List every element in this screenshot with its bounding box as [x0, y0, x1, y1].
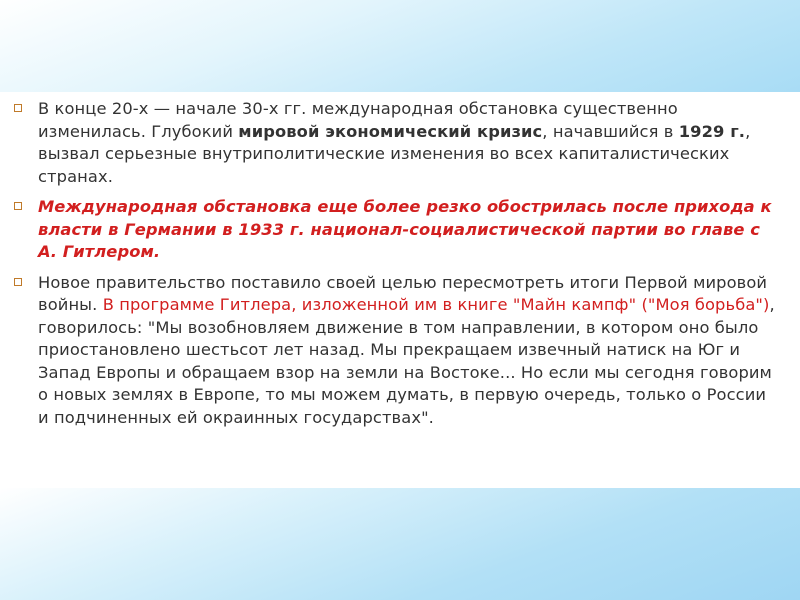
- bullet-3-text-a: Новое правительство поставило своей целью пересмотреть итоги Первой мировой войны.: [38, 272, 768, 314]
- bullet-item-1: [10, 98, 776, 188]
- bullet-item-3: [10, 272, 776, 430]
- bullet-1-text-c: , вызвал серьезные внутриполитические изменения во всех капиталистических странах.: [38, 121, 751, 186]
- text-panel: [0, 92, 800, 488]
- bullet-item-2: [10, 196, 776, 264]
- bullet-3-quote: , говорилось: "Мы возобновляем движение в том направлении, в котором оно было приостановлено шестьсот лет назад. Мы прекращаем извечный натиск на Юг и Запад Европы и обращаем взор на земли на Востоке... Но если мы сегодня говорим о новых землях в Европе, то мы можем думать, в первую очередь, только о России и подчиненных ей окраинных государствах".: [38, 295, 775, 427]
- bullet-2-highlight-text: Международная обстановка еще более резко обострилась после прихода к власти в Германии в 1933 г. национал-социалистической партии во главе с А. Гитлером.: [38, 197, 772, 261]
- square-bullet-icon: [14, 278, 22, 286]
- slide-background-top: [0, 0, 800, 92]
- bullet-3-program-reference: В программе Гитлера, изложенной им в книге "Майн кампф" ("Моя борьба"): [102, 295, 770, 314]
- square-bullet-icon: [14, 202, 22, 210]
- bullet-1-crisis-term: мировой экономический кризис: [238, 121, 543, 141]
- bullet-1-text-b: , начавшийся в: [542, 121, 679, 141]
- slide-background-bottom: [0, 488, 800, 600]
- bullet-1-text-a: В конце 20-х — начале 30-х гг. международная обстановка существенно изменилась. Глубокий: [38, 99, 678, 141]
- bullet-1-year: 1929 г.: [678, 121, 746, 141]
- square-bullet-icon: [14, 104, 22, 112]
